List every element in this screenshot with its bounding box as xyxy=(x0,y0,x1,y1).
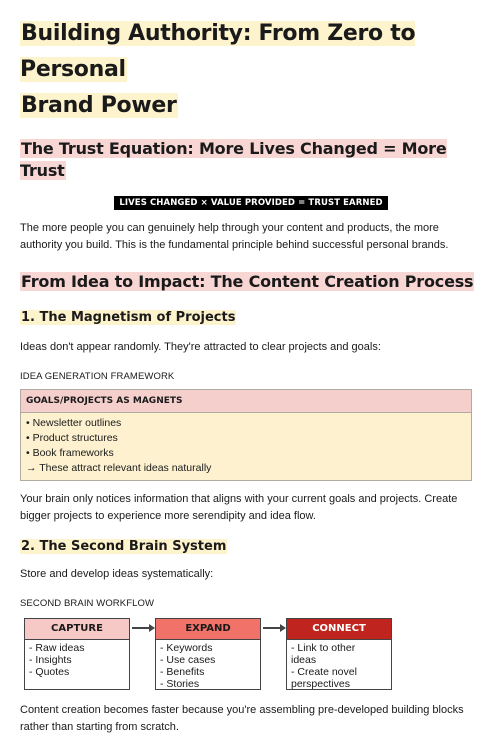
trust-equation-formula: LIVES CHANGED × VALUE PROVIDED = TRUST EARNED xyxy=(114,196,387,210)
stage-line: - Raw ideas xyxy=(29,642,85,654)
idea-framework-header: GOALS/PROJECTS AS MAGNETS xyxy=(21,390,471,413)
magnetism-heading xyxy=(20,309,482,327)
stage-line: - Use cases xyxy=(160,654,216,666)
stage-line: - Create novel xyxy=(291,666,357,678)
idea-framework-list xyxy=(21,413,471,480)
stage-expand-title: EXPAND xyxy=(155,618,261,639)
magnetism-paragraph-line-1: Your brain only notices information that aligns with your current goals and projects. Create xyxy=(20,493,458,505)
second-brain-workflow xyxy=(20,618,482,698)
magnetism-heading-text: 1. The Magnetism of Projects xyxy=(21,310,236,325)
idea-framework-box xyxy=(20,389,472,481)
stage-capture-title: CAPTURE xyxy=(24,618,130,639)
stage-line: - Insights xyxy=(29,654,72,666)
stage-line: - Keywords xyxy=(160,642,213,654)
stage-connect-body xyxy=(286,639,392,690)
second-brain-caption: SECOND BRAIN WORKFLOW xyxy=(20,598,155,609)
stage-connect xyxy=(286,618,392,690)
trust-paragraph-line-1: The more people you can genuinely help through your content and products, the more xyxy=(20,222,439,234)
second-brain-paragraph-line-1: Content creation becomes faster because you're assembling pre-developed building blocks xyxy=(20,704,464,716)
trust-equation-heading-text: The Trust Equation: More Lives Changed = More Trust xyxy=(20,139,447,180)
title-line-2: Brand Power xyxy=(21,93,177,118)
stage-line: - Benefits xyxy=(160,666,205,678)
second-brain-heading-text: 2. The Second Brain System xyxy=(21,539,227,554)
trust-paragraph xyxy=(20,220,482,254)
stage-capture xyxy=(24,618,130,690)
content-process-heading-text: From Idea to Impact: The Content Creation Process xyxy=(21,272,474,291)
second-brain-paragraph-line-2: rather than starting from scratch. xyxy=(20,721,179,733)
list-item: • Book frameworks xyxy=(26,447,114,459)
list-item: • Product structures xyxy=(26,432,118,444)
content-process-heading xyxy=(20,271,482,293)
arrow-right-icon xyxy=(263,627,284,629)
second-brain-heading xyxy=(20,538,482,556)
stage-connect-title: CONNECT xyxy=(286,618,392,639)
stage-expand xyxy=(155,618,261,690)
magnetism-intro: Ideas don't appear randomly. They're attracted to clear projects and goals: xyxy=(20,341,381,353)
second-brain-intro: Store and develop ideas systematically: xyxy=(20,568,214,580)
list-item: → These attract relevant ideas naturally xyxy=(26,462,212,474)
trust-paragraph-line-2: authority you build. This is the fundamental principle behind successful personal brands. xyxy=(20,239,449,251)
idea-framework-caption: IDEA GENERATION FRAMEWORK xyxy=(20,371,175,382)
stage-line: - Link to other xyxy=(291,642,356,654)
trust-equation-heading xyxy=(20,138,482,182)
stage-line: perspectives xyxy=(291,678,350,690)
stage-line: - Stories xyxy=(160,678,200,690)
document-title xyxy=(20,16,482,124)
title-line-1: Building Authority: From Zero to Personal xyxy=(20,21,416,82)
stage-line: ideas xyxy=(291,654,317,666)
stage-capture-body xyxy=(24,639,130,690)
second-brain-paragraph xyxy=(20,702,482,736)
magnetism-paragraph xyxy=(20,491,482,525)
stage-expand-body xyxy=(155,639,261,690)
list-item: • Newsletter outlines xyxy=(26,417,122,429)
equation-container xyxy=(20,192,482,210)
magnetism-paragraph-line-2: bigger projects to experience more serendipity and idea flow. xyxy=(20,510,316,522)
arrow-right-icon xyxy=(132,627,153,629)
stage-line: - Quotes xyxy=(29,666,70,678)
